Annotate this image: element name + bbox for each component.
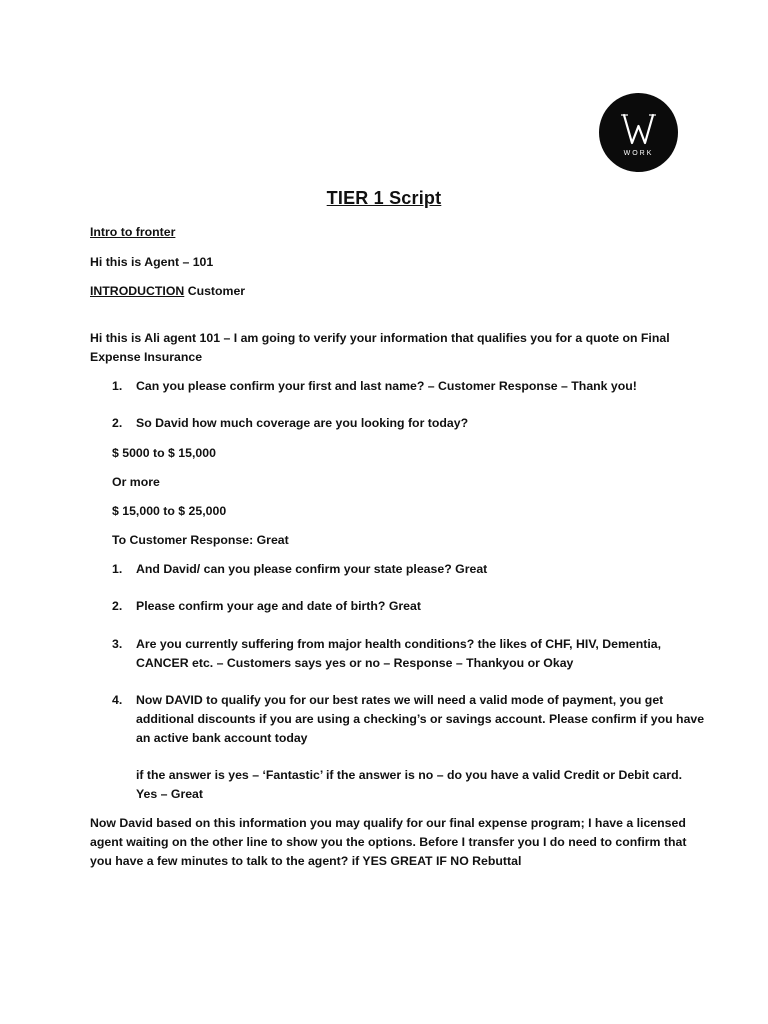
list2-item-3-line-1: Are you currently suffering from major health conditions? the likes of CHF, HIV, Dementia, <box>136 637 661 651</box>
introduction-line <box>90 282 245 301</box>
introduction-label: INTRODUCTION <box>90 284 185 298</box>
closing-para-line-1: Now David based on this information you may qualify for our final expense program; I have a licensed <box>90 816 686 830</box>
logo-text: WORK <box>623 150 654 157</box>
list2-item-2: Please confirm your age and date of birth? Great <box>136 599 421 613</box>
list1-item-2: So David how much coverage are you looking for today? <box>136 416 469 430</box>
introduction-rest: Customer <box>184 284 246 298</box>
list2-item-4-line-3: an active bank account today <box>136 731 308 745</box>
agent-line: Hi this is Agent – 101 <box>90 255 214 269</box>
page-title: TIER 1 Script <box>326 188 442 208</box>
coverage-option: $ 15,000 to $ 25,000 <box>112 504 227 518</box>
list2-number: 4. <box>112 693 123 707</box>
intro-heading: Intro to fronter <box>90 225 176 239</box>
verify-para-line-1: Hi this is Ali agent 101 – I am going to verify your information that qualifies you for a quote on Final <box>90 331 670 345</box>
w-monogram-icon <box>599 93 678 172</box>
list2-item-1: And David/ can you please confirm your state please? Great <box>136 562 488 576</box>
coverage-option: Or more <box>112 475 160 489</box>
coverage-option: $ 5000 to $ 15,000 <box>112 446 216 460</box>
closing-para-line-2: agent waiting on the other line to show you the options. Before I transfer you I do need to confirm that <box>90 835 687 849</box>
list2-item-4-line-2: additional discounts if you are using a checking’s or savings account. Please confirm if you have <box>136 712 705 726</box>
verify-para-line-2: Expense Insurance <box>90 350 203 364</box>
work-logo <box>599 93 678 172</box>
answer-line-2: Yes – Great <box>136 787 203 801</box>
list1-number: 1. <box>112 379 123 393</box>
list2-number: 3. <box>112 637 123 651</box>
list2-item-4-line-1: Now DAVID to qualify you for our best rates we will need a valid mode of payment, you get <box>136 693 664 707</box>
list2-number: 1. <box>112 562 123 576</box>
list2-number: 2. <box>112 599 123 613</box>
closing-para-line-3: you have a few minutes to talk to the agent? if YES GREAT IF NO Rebuttal <box>90 854 522 868</box>
coverage-option: To Customer Response: Great <box>112 533 289 547</box>
list1-number: 2. <box>112 416 123 430</box>
answer-line-1: if the answer is yes – ‘Fantastic’ if the answer is no – do you have a valid Credit or Debit card. <box>136 768 683 782</box>
list2-item-3-line-2: CANCER etc. – Customers says yes or no – Response – Thankyou or Okay <box>136 656 574 670</box>
list1-item-1: Can you please confirm your first and last name? – Customer Response – Thank you! <box>136 379 637 393</box>
